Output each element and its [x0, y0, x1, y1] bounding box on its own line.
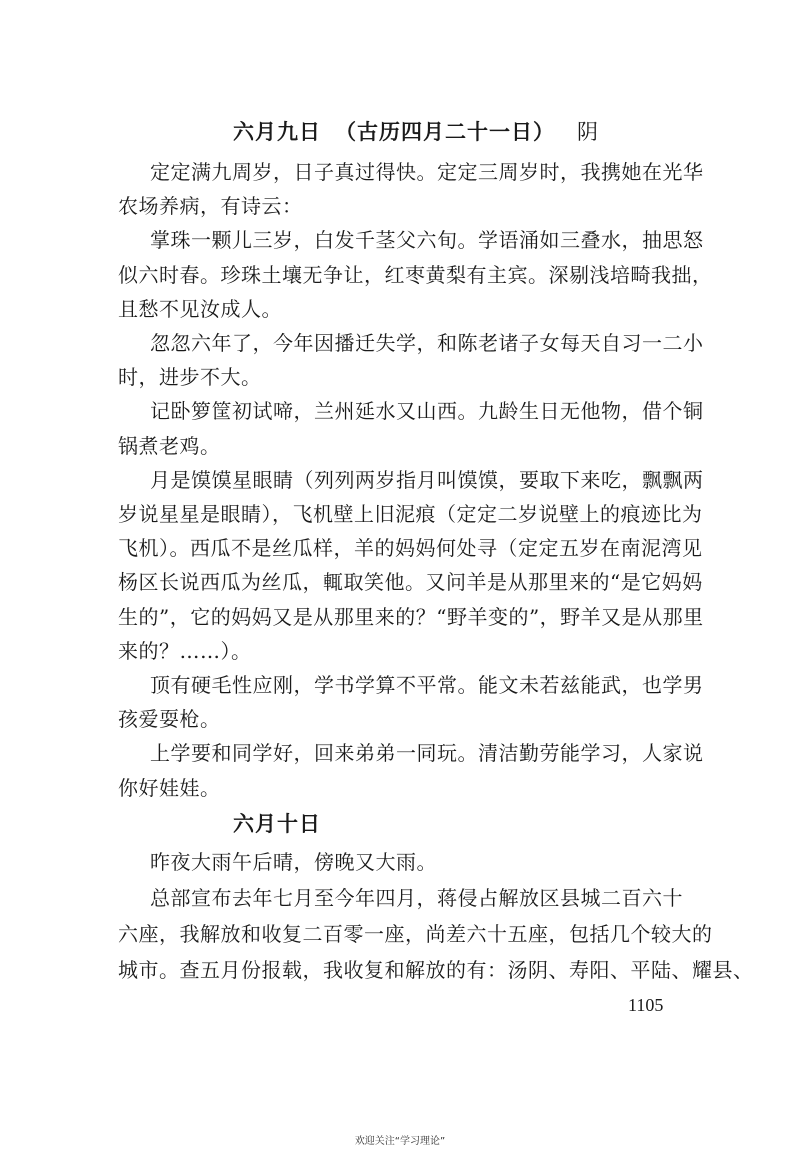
footer-note: 欢迎关注“学习理论” — [354, 1136, 446, 1147]
poem-line: 似六时春。珍珠土壤无争让，红枣黄梨有主宾。深剔浅培畸我拙， — [118, 262, 713, 287]
poem-line: 来的？……）。 — [118, 638, 252, 663]
paragraph-line: 六座，我解放和收复二百零一座，尚差六十五座，包括几个较大的 — [118, 922, 713, 946]
paragraph-line: 总部宣布去年七月至今年四月，蒋侵占解放区县城二百六十 — [150, 886, 683, 910]
poem-line: 杨区长说西瓜为丝瓜，輒取笑他。又问羊是从那里来的“是它妈妈 — [118, 570, 703, 595]
poem-line: 锅煮老鸡。 — [118, 433, 221, 458]
entry-weather: 阴 — [577, 120, 599, 144]
paragraph-line: 忽忽六年了，今年因播迁失学，和陈老诸子女每天自习一二小 — [150, 331, 704, 355]
page-number: 1105 — [628, 995, 664, 1015]
poem-line: 孩爱耍枪。 — [118, 707, 221, 732]
paragraph-line: 农场养病，有诗云： — [118, 194, 303, 219]
poem-line: 生的”，它的妈妈又是从那里来的？“野羊变的”，野羊又是从那里 — [118, 604, 704, 629]
paragraph-line: 昨夜大雨午后晴，傍晚又大雨。 — [150, 850, 437, 874]
entry-heading-june-9 — [233, 116, 599, 146]
poem-line: 记卧箩筐初试啼，兰州延水又山西。九龄生日无他物，借个铜 — [150, 399, 704, 424]
poem-line: 月是馍馍星眼睛（列列两岁指月叫馍馍，要取下来吃，飘飘两 — [150, 467, 704, 492]
entry-date: 六月九日 — [233, 119, 321, 144]
poem-line: 你好娃娃。 — [118, 775, 221, 800]
entry-lunar-date: （古历四月二十一日） — [335, 119, 555, 144]
paragraph-line: 定定满九周岁，日子真过得快。定定三周岁时，我携她在光华 — [150, 160, 704, 184]
poem-line: 且愁不见汝成人。 — [118, 296, 282, 321]
poem-line: 岁说星星是眼睛），飞机壁上旧泥痕（定定二岁说壁上的痕迹比为 — [118, 502, 703, 526]
paragraph-line: 城市。查五月份报载，我收复和解放的有：汤阴、寿阳、平陆、耀县、 — [118, 958, 754, 982]
entry-date: 六月十日 — [233, 811, 321, 836]
poem-line: 上学要和同学好，回来弟弟一同玩。清洁勤劳能学习，人家说 — [150, 741, 704, 766]
poem-line: 飞机）。西瓜不是丝瓜样，羊的妈妈何处寻（定定五岁在南泥湾见 — [118, 536, 703, 561]
poem-line: 顶有硬毛性应刚，学书学算不平常。能文未若兹能武，也学男 — [150, 673, 704, 697]
entry-heading-june-10 — [233, 808, 321, 838]
paragraph-line: 时，进步不大。 — [118, 365, 262, 390]
poem-line: 掌珠一颗儿三岁，白发千茎父六旬。学语涌如三叠水，抽思怒 — [150, 228, 704, 253]
